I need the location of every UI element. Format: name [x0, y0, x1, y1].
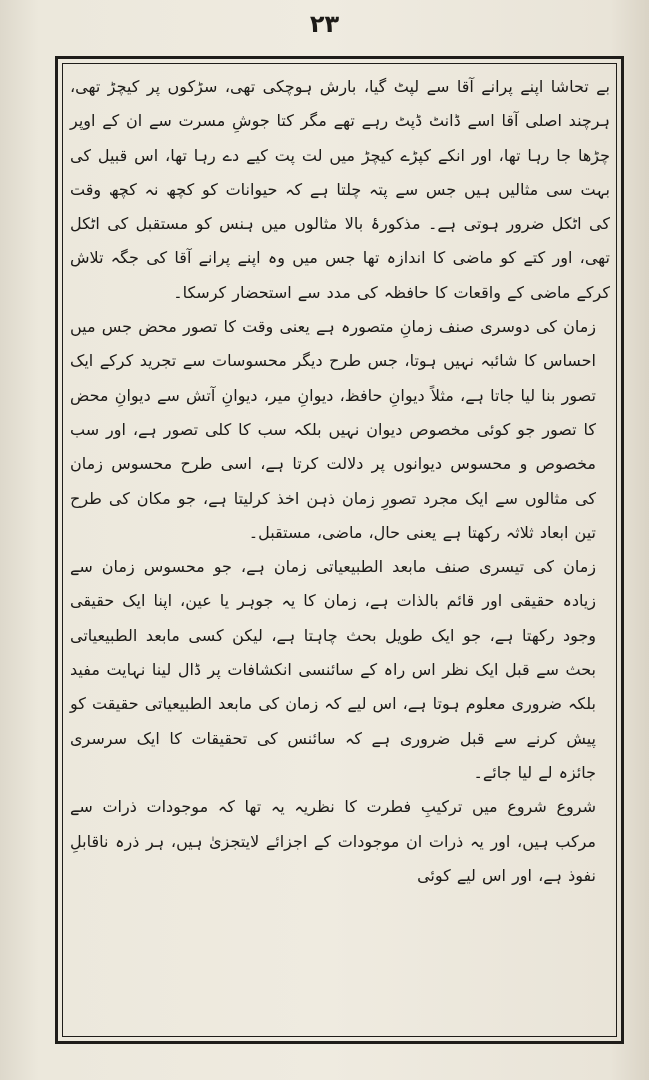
- paragraph-4: شروع شروع میں ترکیبِ فطرت کا نظریہ یہ تھا کہ موجودات ذرات سے مرکب ہیں، اور یہ ذرات ان موجودات کے اجزائے لایتجزیٰ ہیں، ہر ذرہ ناقابلِ نفوذ ہے، اور اس لیے کوئی: [70, 797, 596, 885]
- paragraph-1: بے تحاشا اپنے پرانے آقا سے لپٹ گیا، بارش ہوچکی تھی، سڑکوں پر کیچڑ تھی، ہرچند اصلی آقا اسے ڈانٹ ڈپٹ رہے تھے مگر کتا جوشِ مسرت سے ان کے اوپر چڑھا جا رہا تھا، اور انکے کپڑے کیچڑ میں لت پت کیے دے رہا تھا، اس قبیل کی بہت سی مثالیں ہیں جس سے پتہ چلتا ہے کہ حیوانات کو کچھ نہ کچھ وقت کی اٹکل ضرور ہوتی ہے۔ مذکورۂ بالا مثالوں میں ہنس کو مستقبل کی اٹکل تھی، اور کتے کو ماضی کا اندازہ تھا جس میں وہ اپنے پرانے آقا کی جگہ تلاش کرکے ماضی کے واقعات کا حافظہ کی مدد سے استحضار کرسکا۔: [70, 77, 610, 302]
- page-number: ۲۳: [309, 10, 340, 38]
- paragraph-2: زمان کی دوسری صنف زمانِ متصورہ ہے یعنی وقت کا تصور محض جس میں احساس کا شائبہ نہیں ہوتا، جس طرح دیگر محسوسات سے تجرید کرکے ایک تصور بنا لیا جاتا ہے، مثلاً دیوانِ حافظ، دیوانِ میر، دیوانِ آتش سے دیوانِ محض کا تصور جو کوئی مخصوص دیوان نہیں بلکہ سب کا کلی تصور ہے، اور سب مخصوص و محسوس دیوانوں پر دلالت کرتا ہے، اسی طرح محسوس زمان کی مثالوں سے ایک مجرد تصورِ زمان ذہن اخذ کرلیتا ہے، جو مکان کی طرح تین ابعاد ثلاثہ رکھتا ہے یعنی حال، ماضی، مستقبل۔: [70, 317, 596, 542]
- body-text: [70, 70, 610, 893]
- paragraph-3: زمان کی تیسری صنف مابعد الطبیعیاتی زمان ہے، جو محسوس زمان سے زیادہ حقیقی اور قائم بالذات ہے، زمان کا یہ جوہر یا عین، اپنا ایک حقیقی وجود رکھتا ہے، جو ایک طویل بحث چاہتا ہے، لیکن کسی مابعد الطبیعیاتی بحث سے قبل ایک نظر اس راہ کے سائنسی انکشافات پر ڈال لینا نہایت مفید بلکہ ضروری معلوم ہوتا ہے، اس لیے کہ زمان کی مابعد الطبیعیاتی حقیقت کو پیش کرنے سے قبل ضروری ہے کہ سائنس کی تحقیقات کا ایک سرسری جائزہ لے لیا جائے۔: [70, 557, 596, 782]
